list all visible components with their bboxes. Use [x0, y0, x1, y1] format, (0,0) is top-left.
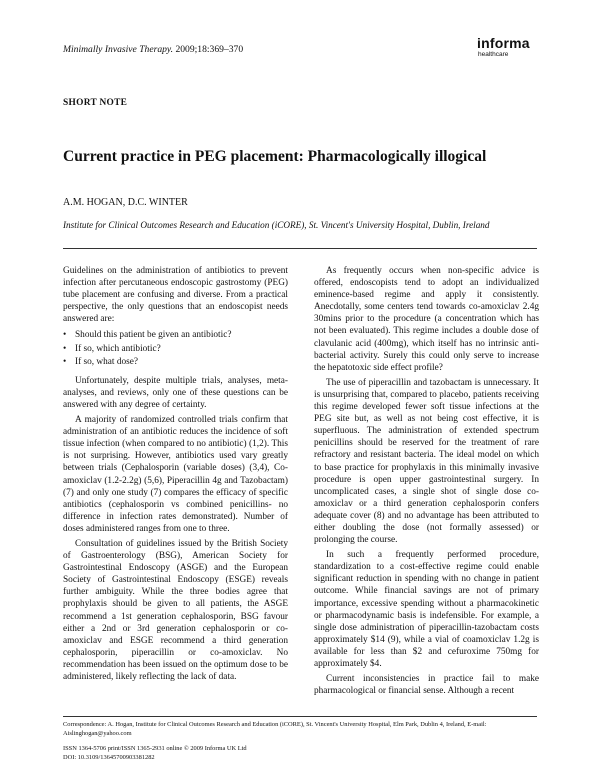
body-paragraph: A majority of randomized controlled trials confirm that administration of an antibiotic reduces the incidence of soft tissue infection (when compared to no antibiotic) (1,2). This is not surprising. However, antibiotics used vary greatly between trials (Cephalosporin (variable doses) (3,4), Co-amoxiclav (1.2-2.2g) (5,6), Piperacillin 4g and Tazobactam) (7) and only one study (7) compares the efficacy of specific antibiotics (cephalosporin vs combined penicillins- no difference in infection rates demonstrated). Number of doses administered ranges from one to three.: [63, 415, 288, 534]
left-column: [63, 265, 288, 686]
publisher-logo: [477, 36, 537, 58]
article-authors: A.M. HOGAN, D.C. WINTER: [63, 197, 188, 208]
footer-divider: [63, 716, 537, 717]
journal-volume-pages: 2009;18:369–370: [173, 44, 244, 55]
section-label: SHORT NOTE: [63, 98, 128, 108]
list-item: • If so, what dose?: [63, 356, 288, 368]
journal-name: Minimally Invasive Therapy.: [63, 44, 174, 55]
list-item: • Should this patient be given an antibiotic?: [63, 329, 288, 341]
publisher-logo-text: informa: [477, 35, 530, 51]
article-title: Current practice in PEG placement: Pharmacologically illogical: [63, 148, 487, 165]
list-item: • If so, which antibiotic?: [63, 343, 288, 355]
body-paragraph: The use of piperacillin and tazobactam is unnecessary. It is unsurprising that, compared to placebo, patients receiving this regime developed fewer soft tissue infections at the PEG site but, as well as not being cost effective, it is superfluous. The administration of extended spectrum penicillins should be reserved for the treatment of rare refractory and resistant bacteria. The ideal model on which to base practice for prophylaxis in this minimally invasive procedure is open upper gastrointestinal surgery. In uncomplicated cases, a single shot of single dose co-amoxiclav or a third generation cephalosporin confers adequate cover (8) and no advantage has been attributed to either doubling the dose (not formally assessed) or prolonging the course.: [314, 377, 539, 546]
right-column: [314, 265, 539, 700]
body-paragraph: Unfortunately, despite multiple trials, analyses, meta-analyses, and reviews, only one of these questions can be answered with any degree of certainty.: [63, 375, 288, 410]
body-paragraph: In such a frequently performed procedure, standardization to a cost-effective regime could enable significant reduction in spending with no change in patient outcome. While financial savings are not of primary importance, excessive spending without a pharmacokinetic or pharmacodynamic basis is indefensible. For example, a single dose administration of piperacillin-tazobactam costs approximately $14 (9), while a vial of coamoxiclav 1.2g is available for less than $2 and cefuroxime 750mg for approximately $4.: [314, 550, 539, 669]
doi-line: DOI: 10.3109/13645700903381282: [63, 754, 155, 761]
author-affiliation: Institute for Clinical Outcomes Research and Education (iCORE), St. Vincent's University Hospital, Dublin, Ireland: [63, 220, 490, 230]
body-paragraph: Consultation of guidelines issued by the British Society of Gastroenterology (BSG), American Society for Gastrointestinal Endoscopy (ASGE) and the European Society of Gastrointestinal Endoscopy (ESGE) reveals further ambiguity. While the three bodies agree that prophylaxis should be given to all patients, the ASGE recommend a 1st generation cephalosporin, BSG favour either a 2nd or 3rd generation cephalosporin or co-amoxiclav and ESGE recommend a third generation cephalosporin, piperacillin or co-amoxiclav. No recommendation has been issued on the optimum dose to be administered, likely reflecting the lack of data.: [63, 538, 288, 682]
correspondence-note: Correspondence: A. Hogan, Institute for Clinical Outcomes Research and Education (iCORE), St. Vincent's University Hospital, Elm Park, Dublin 4, Ireland, E-mail: Aislinghogan@yahoo.com: [63, 721, 487, 737]
header-divider: [63, 248, 537, 249]
issn-line: ISSN 1364-5706 print/ISSN 1365-2931 online © 2009 Informa UK Ltd: [63, 745, 247, 752]
journal-citation: [63, 44, 243, 55]
question-list: [63, 329, 288, 367]
intro-paragraph: Guidelines on the administration of antibiotics to prevent infection after percutaneous endoscopic gastrostomy (PEG) tube placement are confusing and diverse. From a practical perspective, the only questions that an endoscopist needs answered are:: [63, 266, 288, 325]
publisher-logo-subtext: healthcare: [478, 51, 509, 58]
body-paragraph: As frequently occurs when non-specific advice is offered, endoscopists tend to adopt an individualized eminence-based regime and apply it consistently. Anecdotally, some centers tend towards co-amoxiclav 2.4g 30mins prior to the procedure (a concentration which has not been evaluated). This regime includes a double dose of clavulanic acid (400mg), which itself has no intrinsic anti-bacterial activity. Surely this could only serve to increase the hepatotoxic side effect profile?: [314, 266, 539, 373]
body-paragraph: Current inconsistencies in practice fail to make pharmacological or financial sense. Although a recent: [314, 674, 539, 697]
